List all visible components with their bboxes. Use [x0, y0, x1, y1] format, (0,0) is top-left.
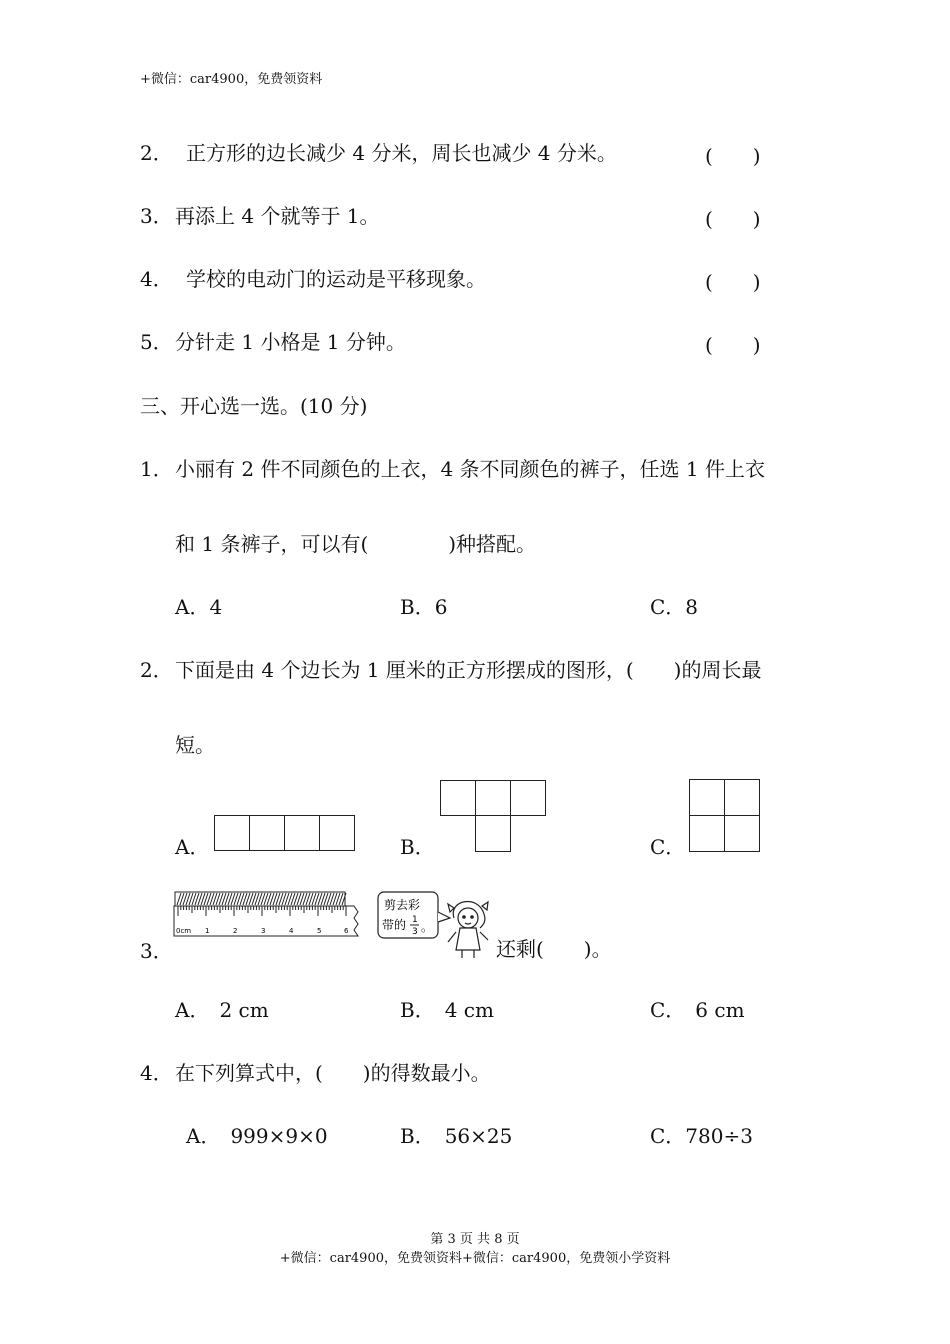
- q1-num: 1．: [140, 457, 173, 481]
- shape-c-square: [689, 779, 725, 816]
- fraction-denominator: 3: [412, 927, 418, 937]
- girl-speech-illustration: [374, 888, 494, 960]
- q4-option-b[interactable]: B． 56×25: [400, 1124, 513, 1148]
- shape-a-row-of-four: [214, 815, 355, 851]
- q2-option-b[interactable]: B．: [400, 835, 435, 859]
- q2-line1: 下面是由 4 个边长为 1 厘米的正方形摆成的图形，( )的周长最: [175, 658, 762, 682]
- section-title: 三、开心选一选。(10 分): [140, 394, 368, 418]
- q2-line2: 短。: [175, 733, 215, 757]
- speech-end: 。: [421, 920, 434, 934]
- q3-option-a[interactable]: A． 2 cm: [175, 998, 269, 1022]
- shape-a-square: [249, 815, 285, 851]
- header-watermark: +微信：car4900，免费领资料: [140, 72, 323, 87]
- judgement-num-3: 3．: [140, 204, 173, 228]
- q3-option-b[interactable]: B． 4 cm: [400, 998, 494, 1022]
- shape-b-t-shape: [440, 780, 546, 852]
- shape-c-square: [724, 779, 760, 816]
- shape-a-square: [214, 815, 250, 851]
- judgement-blank-5[interactable]: ( ): [705, 333, 761, 357]
- shape-c-square-block: [689, 779, 760, 852]
- girl-figure: [448, 902, 488, 958]
- ribbon: [175, 892, 346, 906]
- shape-c-square: [689, 815, 725, 852]
- q1-option-b[interactable]: B．6: [400, 595, 448, 619]
- speech-line1: 剪去彩: [384, 898, 421, 912]
- q1-option-c[interactable]: C．8: [650, 595, 699, 619]
- ruler: [174, 906, 358, 936]
- speech-bubble: [378, 892, 450, 938]
- judgement-text-5: 分针走 1 小格是 1 分钟。: [175, 330, 406, 354]
- q1-option-a[interactable]: A．4: [175, 595, 223, 619]
- shape-a-square: [284, 815, 320, 851]
- judgement-blank-4[interactable]: ( ): [705, 270, 761, 294]
- judgement-num-4: 4．: [140, 267, 173, 291]
- q2-num: 2．: [140, 658, 173, 682]
- ruler-label: 6: [344, 927, 349, 935]
- footer-watermark: +微信：car4900，免费领资料+微信：car4900，免费领小学资料: [279, 1251, 671, 1266]
- q2-option-c[interactable]: C．: [650, 835, 686, 859]
- q1-line1: 小丽有 2 件不同颜色的上衣，4 条不同颜色的裤子，任选 1 件上衣: [175, 457, 765, 481]
- ruler-label: 5: [317, 927, 322, 935]
- shape-c-square: [724, 815, 760, 852]
- ruler-label: 4: [289, 927, 294, 935]
- ruler-label: 0cm: [176, 927, 192, 935]
- judgement-text-4: 学校的电动门的运动是平移现象。: [186, 267, 486, 291]
- ruler-with-ribbon-illustration: [172, 890, 362, 938]
- q4-option-c[interactable]: C．780÷3: [650, 1124, 753, 1148]
- q4-text: 在下列算式中，( )的得数最小。: [175, 1061, 491, 1085]
- speech-line2: 带的: [382, 918, 407, 932]
- shape-b-square: [475, 780, 511, 816]
- judgement-num-2: 2．: [140, 141, 173, 165]
- page-number: 第 3 页 共 8 页: [430, 1232, 520, 1247]
- ruler-label: 2: [233, 927, 238, 935]
- shape-b-square: [475, 815, 511, 852]
- q4-num: 4．: [140, 1061, 173, 1085]
- q4-option-a[interactable]: A． 999×9×0: [186, 1124, 328, 1148]
- judgement-num-5: 5．: [140, 330, 173, 354]
- judgement-text-2: 正方形的边长减少 4 分米，周长也减少 4 分米。: [186, 141, 617, 165]
- judgement-text-3: 再添上 4 个就等于 1。: [175, 204, 380, 228]
- q3-tail: 还剩( )。: [496, 937, 612, 961]
- q2-option-a[interactable]: A．: [175, 835, 210, 859]
- judgement-blank-2[interactable]: ( ): [705, 144, 761, 168]
- fraction-numerator: 1: [412, 915, 418, 925]
- ruler-label: 3: [261, 927, 266, 935]
- q1-line2: 和 1 条裤子，可以有( )种搭配。: [175, 532, 537, 556]
- shape-a-square: [319, 815, 355, 851]
- ruler-label: 1: [205, 927, 210, 935]
- shape-b-square: [510, 780, 546, 816]
- q3-num: 3．: [140, 939, 173, 963]
- q3-option-c[interactable]: C． 6 cm: [650, 998, 745, 1022]
- judgement-blank-3[interactable]: ( ): [705, 207, 761, 231]
- shape-b-square: [440, 780, 476, 816]
